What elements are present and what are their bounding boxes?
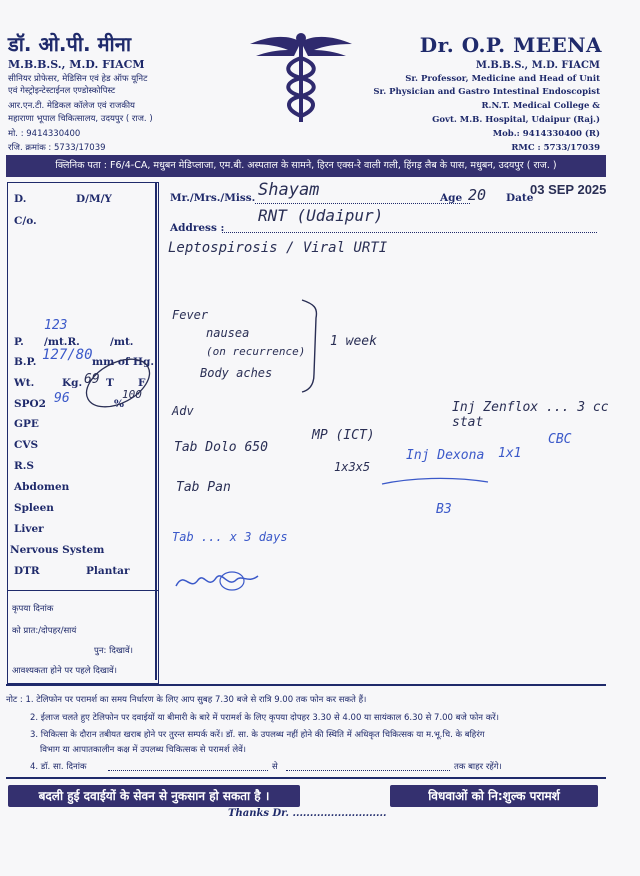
notes-divider-top [6,684,606,686]
patient-name: Shayam [258,180,320,200]
rx-underline-stroke [380,474,490,490]
address-label: Address : [170,222,225,234]
complaint-3: (on recurrence) [206,345,306,358]
wt-label: Wt. [14,377,35,389]
english-line-1: Sr. Professor, Medicine and Head of Unit [405,74,600,84]
rx-line-9: CBC [548,432,572,447]
pulse-label: P. [14,336,24,348]
note-4-dots-2 [286,770,450,771]
warning-banner: बदली हुई दवाईयों के सेवन से नुकसान हो सकता है । [8,785,300,807]
complaint-2: nausea [206,326,250,340]
stamped-date: 03 SEP 2025 [530,182,607,197]
note-4-end: तक बाहर रहेंगे। [454,762,502,772]
clinic-address-bar: क्लिनिक पता : F6/4-CA, मधुबन मेडिप्लाजा, एम.बी. अस्पताल के सामने, हिरन एक्स-रे वाली गली, हिंगड़ लैब के पास, मधुबन, उदयपुर ( राज. ) [6,155,606,177]
diagnosis: Leptospirosis / Viral URTI [168,240,388,256]
hindi-line-2: एवं गेस्ट्रोइन्टेस्टाईनल एण्डोस्कोपिस्ट [8,86,116,96]
rx-line-8: 1x1 [498,446,522,461]
spo2-unit: % [114,398,124,410]
doctor-signature-icon [172,566,262,596]
exam-abdomen: Abdomen [14,481,70,493]
rx-line-3: Tab Dolo 650 [174,440,268,455]
hindi-line-3: आर.एन.टी. मेडिकल कॉलेज एवं राजकीय [8,101,135,111]
age-label: Age [440,192,463,204]
doctor-name-hindi: डॉ. ओ.पी. मीना [8,32,132,56]
exam-rs: R.S [14,460,34,472]
hindi-line-6: रजि. क्रमांक : 5733/17039 [8,143,106,153]
exam-liver: Liver [14,523,44,535]
rx-line-2: Inj Zenflox ... 3 cc stat [452,400,609,430]
temp-unit: F [138,377,146,389]
resp-unit: /mt. [110,336,134,348]
hindi-line-4: महाराणा भूपाल चिकित्सालय, उदयपुर ( राज. ) [8,114,153,124]
hindi-line-5: मो. : 9414330400 [8,129,81,139]
followup-line-3: पुन: दिखावें। [94,646,133,656]
thanks-line: Thanks Dr. ........................... [228,808,387,819]
note-2: 2. ईलाज चलते हुए टेलिफोन पर दवाईयों या बीमारी के बारे में परामर्श के लिए कृपया दोपहर 3.30 से 4.00 या सायंकाल 6.30 से 7.00 बजे फोन करें। [30,713,499,723]
english-line-5: Mob.: 9414330400 (R) [492,129,600,139]
plantar-label: Plantar [86,565,130,577]
address-dotted-line [222,232,597,233]
note-3-cont: विभाग या आपातकालीन कक्ष में उपलब्ध चिकित्सक से परामर्श लेवें। [40,745,247,755]
rx-line-6: Tab Pan [176,480,231,495]
rx-line-10: Tab ... x 3 days [172,530,288,544]
degrees-hindi-side: M.B.B.S., M.D. FIACM [8,58,145,71]
dtr-label: DTR [14,565,40,577]
note-1: नोट : 1. टेलिफोन पर परामर्श का समय निर्धारण के लिए आप सुबह 7.30 बजे से रात्रि 9.00 तक फोन कर सकते हैं। [6,695,367,705]
followup-line-1: कृपया दिनांक [12,604,54,614]
wt-unit: Kg. [62,377,83,389]
pulse-unit: /mt.R. [44,336,80,348]
dmy-label: D/M/Y [76,193,112,205]
followup-line-2: को प्रात:/दोपहर/सायं [12,626,77,636]
english-line-6: RMC : 5733/17039 [511,143,600,153]
rx-line-4: MP (ICT) [312,428,375,443]
rx-line-5: 1x3x5 [334,460,371,474]
rx-line-11: B3 [436,502,452,517]
spo2-label: SPO2 [14,398,46,410]
vitals-circle-mark [80,356,156,410]
english-line-3: R.N.T. Medical College & [481,101,600,111]
bp-unit: mm of Hg. [92,356,154,368]
bp-value: 127/80 [42,347,93,363]
notes-divider-bottom [6,777,606,779]
exam-spleen: Spleen [14,502,54,514]
pulse-value: 123 [44,318,68,333]
exam-gpe: GPE [14,418,39,430]
english-line-4: Govt. M.B. Hospital, Udaipur (Raj.) [432,115,600,125]
widow-consult-banner: विधवाओं को नि:शुल्क परामर्श [390,785,598,807]
complaint-duration: 1 week [330,334,377,349]
hindi-line-1: सीनियर प्रोफेसर, मेडिसिन एवं हेड ऑफ यूनिट [8,74,148,84]
caduceus-logo-icon [248,30,354,126]
followup-box [7,590,159,684]
note-4-mid: से [272,762,278,772]
followup-line-4: आवश्यकता होने पर पहले दिखावें। [12,666,117,676]
date-label: Date [506,192,534,204]
spo2-value: 96 [54,391,70,406]
bp-label: B.P. [14,356,37,368]
spo2-extra: 100 [122,388,142,401]
name-dotted-line [255,203,470,204]
doctor-name-english: Dr. O.P. MEENA [419,33,602,57]
degrees-english: M.B.B.S., M.D. FIACM [475,60,600,71]
complaint-4: Body aches [200,366,273,380]
temp-label: T [106,377,114,389]
complaint-1: Fever [172,308,209,322]
rx-line-1: Adv [172,404,194,418]
d-label: D. [14,193,27,205]
note-4-dots-1 [108,770,268,771]
wt-value: 69 [84,372,100,387]
patient-address: RNT (Udaipur) [258,206,384,225]
exam-nervous-system: Nervous System [10,544,105,556]
complaints-bracket [300,298,322,394]
patient-age: 20 [468,186,487,204]
note-4: 4. डॉ. सा. दिनांक [30,762,87,772]
prefix-label: Mr./Mrs./Miss. [170,192,256,204]
note-3: 3. चिकित्सा के दौरान तबीयत खराब होने पर तुरन्त सम्पर्क करें। डॉ. सा. के उपलब्ध नहीं होने की स्थिति में अधिकृत चिकित्सक या म.भू.चि. के बहिरंग [30,730,485,740]
exam-cvs: CVS [14,439,39,451]
english-line-2: Sr. Physician and Gastro Intestinal Endoscopist [373,87,600,97]
rx-line-7: Inj Dexona [406,448,485,463]
co-label: C/o. [14,215,37,227]
